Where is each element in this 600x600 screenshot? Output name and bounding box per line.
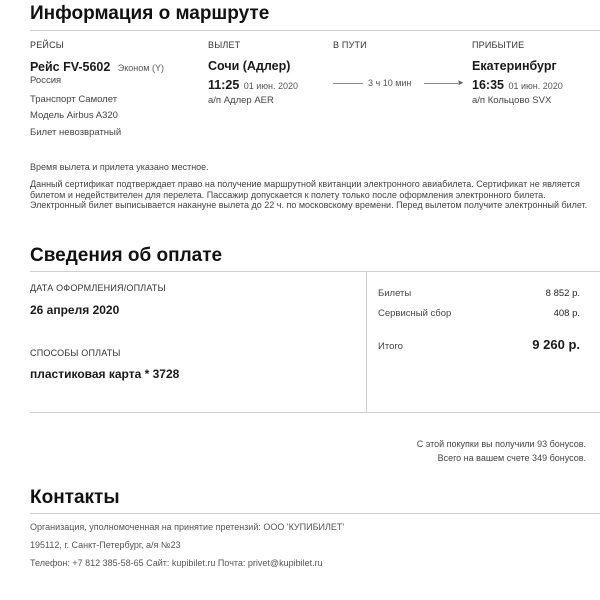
contacts-organization: Организация, уполномоченная на принятие претензий: ООО 'КУПИБИЛЕТ' [30,522,345,532]
service-fee-price: 408 р. [553,308,580,319]
flight-transport: Транспорт Самолет [30,94,118,105]
flight-info [30,58,164,76]
flights-column-header: РЕЙСЫ [30,40,64,50]
certificate-note: Данный сертификат подтверждает право на получение маршрутной квитанции электронного авиабилета. Сертификат не является билетом и недействителен для перелета. Пассажир допускается к полету только после оформления электронного билета. Электронный билет выписывается накануне вылета до 22 ч. по московскому времени. Перед вылетом получите электронный билет. [30,179,588,210]
tickets-price: 8 852 р. [545,288,580,299]
arrival-datetime [472,76,563,94]
payment-method: пластиковая карта * 3728 [30,367,180,381]
payment-column-divider [366,272,367,412]
route-section-title: Информация о маршруте [30,3,270,24]
payment-method-label: СПОСОБЫ ОПЛАТЫ [30,348,121,358]
arrival-date: 01 июн. 2020 [508,81,563,91]
flight-model: Модель Airbus A320 [30,110,118,121]
departure-date: 01 июн. 2020 [243,81,299,91]
ticket-type: Билет невозвратный [30,127,122,138]
payment-date: 26 апреля 2020 [30,303,120,317]
flight-number: Рейс FV-5602 [30,60,111,74]
contacts-phone-line: Телефон: +7 812 385-58-65 Сайт: kupibilet.ru Почта: privet@kupibilet.ru [30,558,323,568]
bonus-balance: Всего на вашем счете 349 бонусов. [437,453,586,463]
arrival-city: Екатеринбург [472,59,557,73]
arrow-right-icon: ► [457,78,465,87]
arrival-time: 16:35 [472,78,504,92]
departure-time: 11:25 [208,78,240,92]
departure-column-header: ВЫЛЕТ [208,40,241,50]
contacts-address: 195112, г. Санкт-Петербург, а/я №23 [30,540,181,550]
flight-duration: 3 ч 10 мин [368,78,412,88]
contacts-title-divider [30,513,600,514]
tickets-label: Билеты [378,288,412,299]
payment-title-divider [30,271,600,272]
bonus-earned: С этой покупки вы получили 93 бонусов. [416,439,586,449]
payment-bottom-divider [30,412,600,413]
route-title-divider [30,30,600,31]
payment-section-title: Сведения об оплате [30,245,223,266]
payment-date-label: ДАТА ОФОРМЛЕНИЯ/ОПЛАТЫ [30,283,166,293]
contacts-section-title: Контакты [30,487,120,508]
duration-line-left [333,83,363,84]
duration-line-right [424,83,458,84]
fare-class: Эконом (Y) [117,63,164,73]
departure-datetime [208,76,298,94]
total-price: 9 260 р. [532,337,580,352]
departure-city: Сочи (Адлер) [208,59,291,73]
transit-column-header: В ПУТИ [333,40,367,50]
service-fee-label: Сервисный сбор [378,308,452,319]
local-time-note: Время вылета и прилета указано местное. [30,162,209,172]
arrival-airport: а/п Кольцово SVX [472,95,552,106]
total-label: Итого [378,341,403,352]
arrival-column-header: ПРИБЫТИЕ [472,40,525,50]
departure-airport: а/п Адлер AER [208,95,274,106]
flight-country: Россия [30,75,62,86]
